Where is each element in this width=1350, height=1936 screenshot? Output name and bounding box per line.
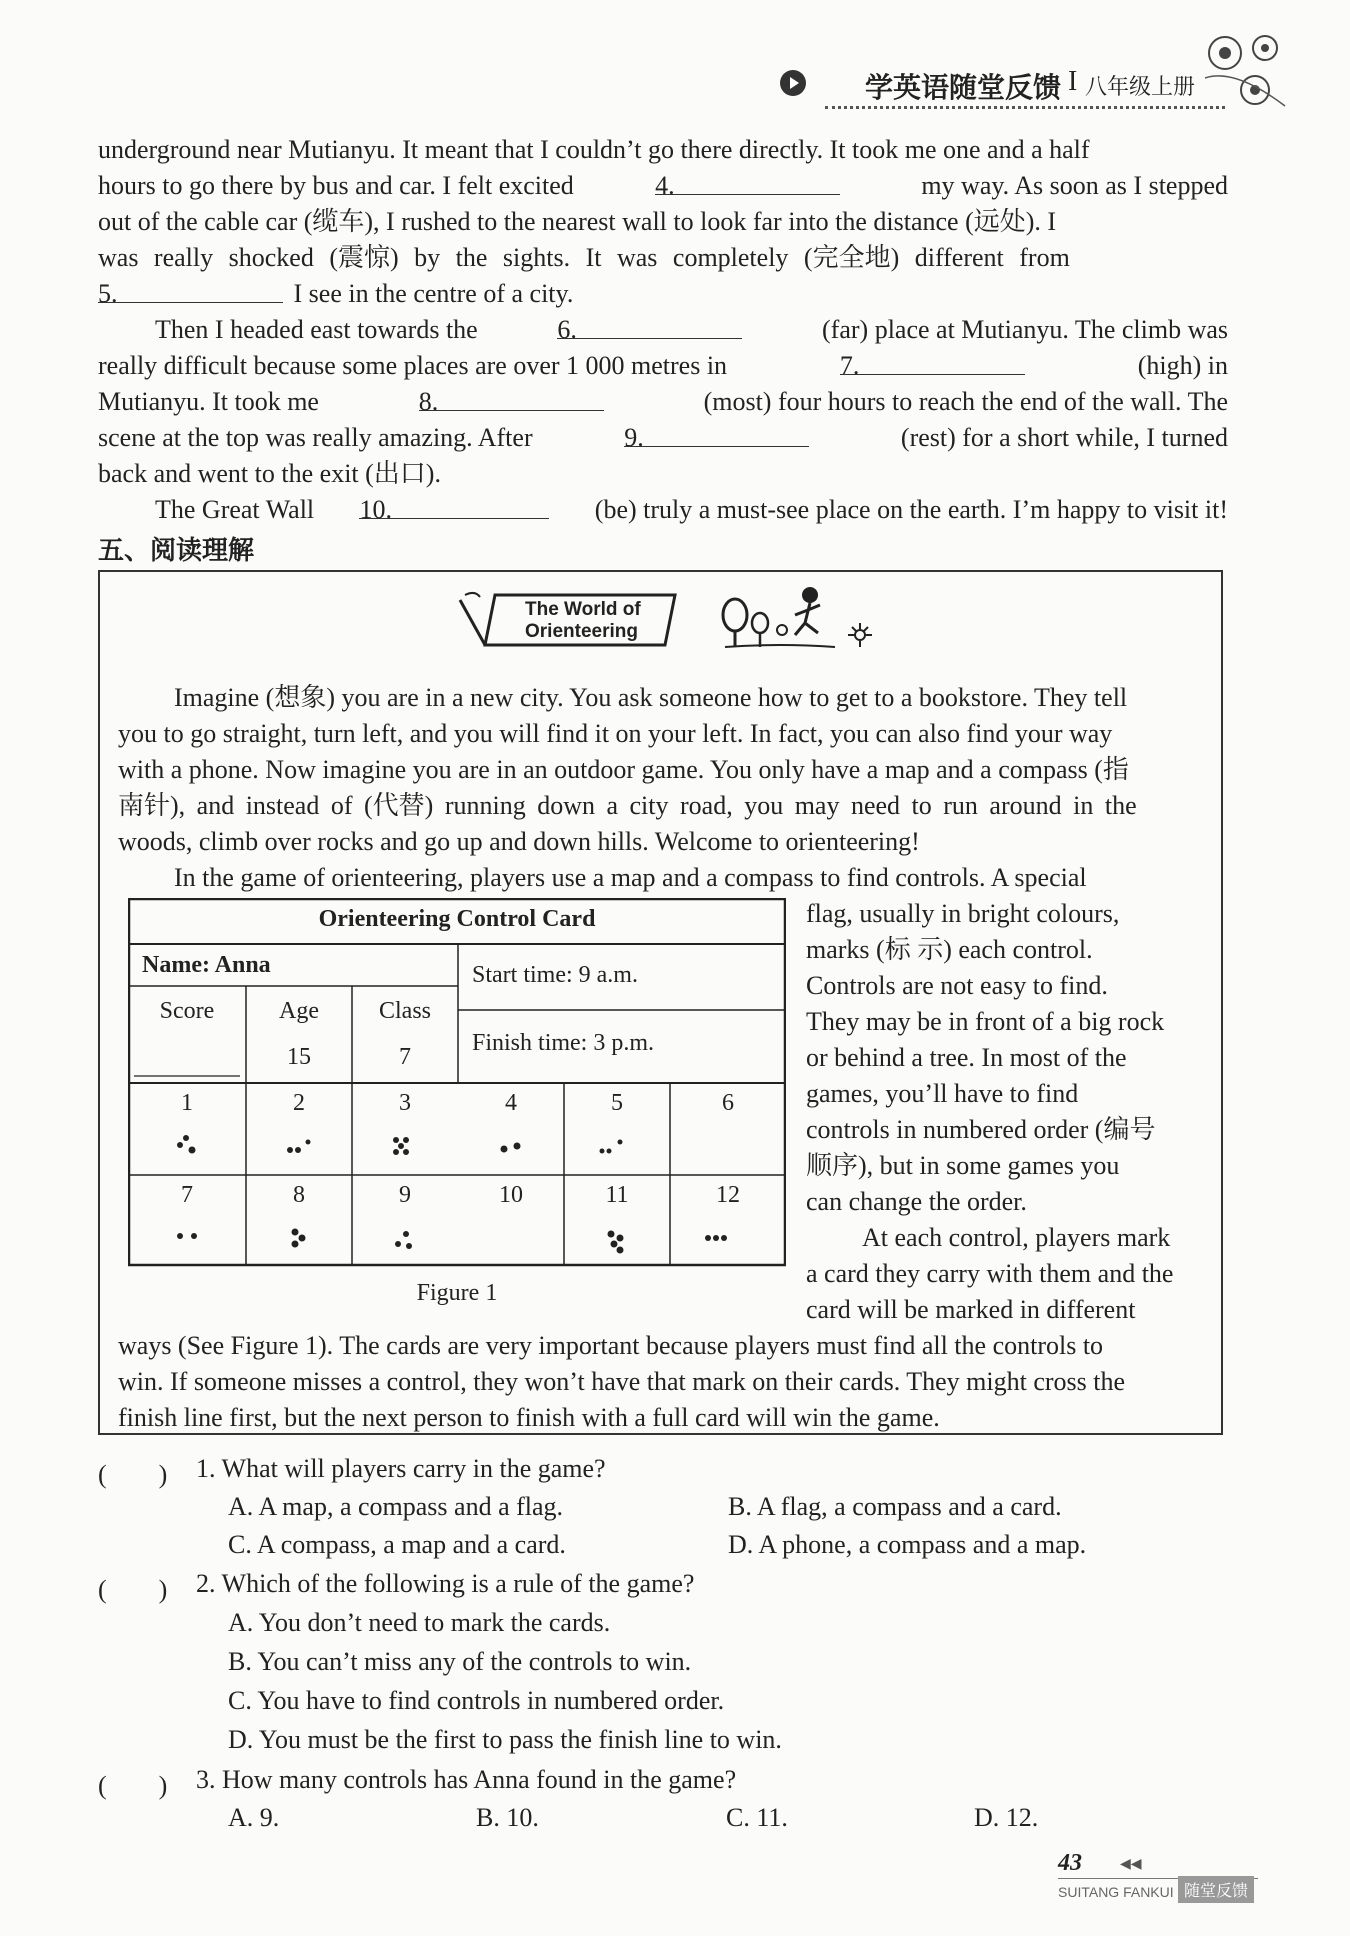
footer-brand-cn: 随堂反馈: [1178, 1876, 1254, 1903]
age-label: Age: [279, 998, 319, 1024]
footer-brand-en: SUITANG FANKUI: [1058, 1884, 1174, 1900]
flower-decoration-icon: [1195, 18, 1305, 118]
answer-bracket[interactable]: ( ): [98, 1575, 168, 1604]
option[interactable]: A. 9.: [228, 1803, 280, 1832]
option[interactable]: B. 10.: [476, 1803, 539, 1832]
rewind-icon: ◀◀: [1120, 1857, 1142, 1872]
card-start-time: Start time: 9 a.m.: [472, 962, 638, 988]
control-number: 7: [181, 1182, 193, 1208]
question-stem: 1. What will players carry in the game?: [196, 1454, 606, 1483]
blank-9[interactable]: 9.: [624, 420, 809, 447]
control-number: 12: [716, 1182, 740, 1208]
play-icon: [780, 70, 806, 96]
control-number: 3: [399, 1090, 411, 1116]
option[interactable]: C. 11.: [726, 1803, 788, 1832]
score-label: Score: [159, 998, 215, 1024]
page-number: 43: [1058, 1850, 1082, 1876]
blank-4[interactable]: 4.: [655, 168, 840, 195]
punch-marks: [128, 898, 786, 1268]
option[interactable]: C. You have to find controls in numbered order.: [228, 1686, 725, 1715]
header: [780, 62, 1260, 122]
blank-6[interactable]: 6.: [557, 312, 742, 339]
option[interactable]: D. A phone, a compass and a map.: [728, 1530, 1087, 1559]
control-number: 9: [399, 1182, 411, 1208]
control-card: [128, 898, 786, 1268]
orienteering-logo: The World of Orienteering: [455, 585, 875, 665]
runner-with-trees-icon: [720, 585, 875, 665]
control-number: 8: [293, 1182, 305, 1208]
option[interactable]: D. You must be the first to pass the finish line to win.: [228, 1725, 782, 1754]
option[interactable]: A. You don’t need to mark the cards.: [228, 1608, 611, 1637]
book-title: 学英语随堂反馈: [865, 71, 1062, 104]
blank-5[interactable]: 5.: [98, 276, 283, 303]
grade-label: 八年级上册: [1085, 75, 1196, 100]
text-line: underground near Mutianyu. It meant that I couldn’t go there directly. It took me one and a half: [98, 135, 1090, 164]
control-number: 10: [499, 1182, 523, 1208]
option[interactable]: D. 12.: [974, 1803, 1039, 1832]
question-stem: 3. How many controls has Anna found in the game?: [196, 1765, 737, 1794]
control-number: 2: [293, 1090, 305, 1116]
option[interactable]: B. A flag, a compass and a card.: [728, 1492, 1062, 1521]
card-title: Orienteering Control Card: [318, 906, 596, 932]
option[interactable]: A. A map, a compass and a flag.: [228, 1492, 564, 1521]
control-number: 4: [505, 1090, 517, 1116]
option[interactable]: B. You can’t miss any of the controls to win.: [228, 1647, 692, 1676]
blank-10[interactable]: 10.: [359, 492, 549, 519]
question-stem: 2. Which of the following is a rule of the game?: [196, 1569, 695, 1598]
section-title: 五、阅读理解: [98, 536, 255, 566]
control-number: 5: [611, 1090, 623, 1116]
figure-caption: Figure 1: [416, 1280, 498, 1306]
control-number: 11: [605, 1182, 629, 1208]
card-finish-time: Finish time: 3 p.m.: [472, 1030, 655, 1056]
option[interactable]: C. A compass, a map and a card.: [228, 1530, 566, 1559]
age-value: 15: [287, 1044, 311, 1070]
header-separator: I: [1068, 66, 1078, 97]
header-dotted-rule: [825, 106, 1225, 109]
class-label: Class: [378, 998, 431, 1024]
blank-8[interactable]: 8.: [419, 384, 604, 411]
answer-bracket[interactable]: ( ): [98, 1771, 168, 1800]
control-number: 1: [181, 1090, 193, 1116]
blank-7[interactable]: 7.: [840, 348, 1025, 375]
control-number: 6: [722, 1090, 734, 1116]
card-name: Name: Anna: [142, 952, 271, 978]
class-value: 7: [399, 1044, 411, 1070]
answer-bracket[interactable]: ( ): [98, 1460, 168, 1489]
